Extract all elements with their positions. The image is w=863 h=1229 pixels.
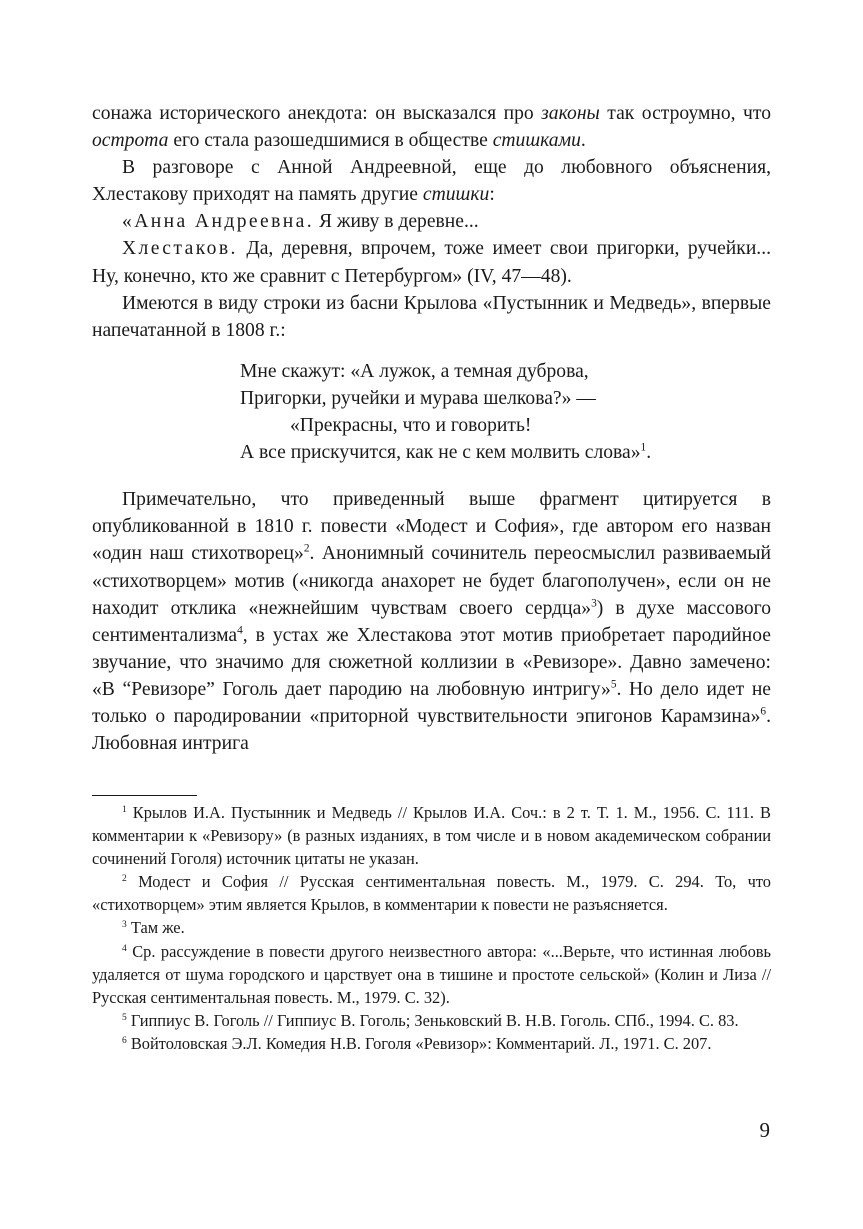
footnote-2: $^2$ Модест и София // Русская сентиментальная повесть. М., 1979. С. 294. То, что «стихотворцем» этим является Крылов, в комментарии к повести не разъясняется. (92, 872, 771, 915)
footnote-ref[interactable]: 4 (237, 624, 243, 637)
main-text (92, 100, 771, 757)
footnote-1: $^1$ Крылов И.А. Пустынник и Медведь // Крылов И.А. Соч.: в 2 т. Т. 1. М., 1956. С. 111. В комментарии к «Ревизору» (в разных изданиях, в том числе и в новом академическом собрании сочинений Гоголя) источник цитаты не указан. (92, 803, 771, 869)
footnote-6: $^6$ Войтоловская Э.Л. Комедия Н.В. Гоголя «Ревизор»: Комментарий. Л., 1971. С. 207. (122, 1033, 712, 1053)
emphasis: стишками (492, 130, 581, 152)
page-number: 9 (759, 1118, 770, 1142)
poem-quote (240, 358, 771, 466)
poem-line: Мне скажут: «А лужок, а темная дуброва, (240, 360, 589, 382)
poem-line: «Прекрасны, что и говорить! (290, 415, 532, 437)
dialogue-line-anna: «Анна Андреевна. Я живу в деревне... (122, 211, 479, 233)
footnote-ref[interactable]: 6 (760, 705, 767, 718)
paragraph-5: Имеются в виду строки из басни Крылова «Пустынник и Медведь», впервые напечатанной в 1808 г.: (92, 292, 771, 341)
footnotes (92, 801, 771, 1055)
footnote-ref[interactable]: 1 (640, 441, 647, 454)
poem-line: А все прискучится, как не с кем молвить слова»$^1$. (240, 441, 652, 464)
footnote-5: $^5$ Гиппиус В. Гоголь // Гиппиус В. Гоголь; Зеньковский В. Н.В. Гоголь. СПб., 1994. С. 83. (122, 1010, 739, 1030)
footnote-3: $^3$ Там же. (122, 918, 185, 938)
footnote-divider (92, 795, 197, 796)
footnote-ref[interactable]: 2 (303, 543, 310, 556)
emphasis: законы (541, 103, 600, 124)
footnote-4: $^4$ Ср. рассуждение в повести другого неизвестного автора: «...Верьте, что истинная любовь удаляется от шума городского и царствует она в тишине и простоте сельской» (Колин и Лиза // Русская сентиментальная повесть. М., 1979. С. 32). (92, 941, 771, 1007)
paragraph-2: В разговоре с Анной Андреевной, еще до любовного объяснения, Хлестакову приходят на память другие стишки: (92, 157, 771, 206)
emphasis: острота (92, 130, 169, 152)
poem-line: Пригорки, ручейки и мурава шелкова?» — (240, 387, 596, 409)
paragraph-6: Примечательно, что приведенный выше фрагмент цитируется в опубликованной в 1810 г. повести «Модест и София», где автором его назван «один наш стихотворец»$^2$. Анонимный сочинитель переосмыслил развиваемый «стихотворцем» мотив («никогда анахорет не будет благополучен», если он не находит отклика «нежнейшим чувствам своего сердца»$^3$) в духе массового сентиментализма$^4$, в устах же Хлестакова этот мотив приобретает пародийное звучание, что значимо для сюжетной коллизии в «Ревизоре». Давно замечено: «В “Ревизоре” Гоголь дает пародию на любовную интригу»$^5$. Но дело идет не только о пародировании «приторной чувствительности эпигонов Карамзина»$^6$. Любовная интрига (92, 489, 772, 755)
paragraph-1: сонажа исторического анекдота: он высказался про законы так остроумно, что острота его стала разошедшимися в обществе стишками. (92, 103, 772, 152)
emphasis: стишки (422, 184, 490, 206)
speaker-name: Хлестаков. (122, 238, 238, 260)
dialogue-line-khlestakov: Хлестаков. Да, деревня, впрочем, тоже имеет свои пригорки, ручейки... Ну, конечно, кто же сравнит с Петербургом» (IV, 47—48). (92, 238, 771, 287)
footnote-ref[interactable]: 5 (610, 678, 617, 691)
speaker-name: «Анна Андреевна. (122, 211, 315, 233)
footnote-ref[interactable]: 3 (591, 597, 597, 610)
